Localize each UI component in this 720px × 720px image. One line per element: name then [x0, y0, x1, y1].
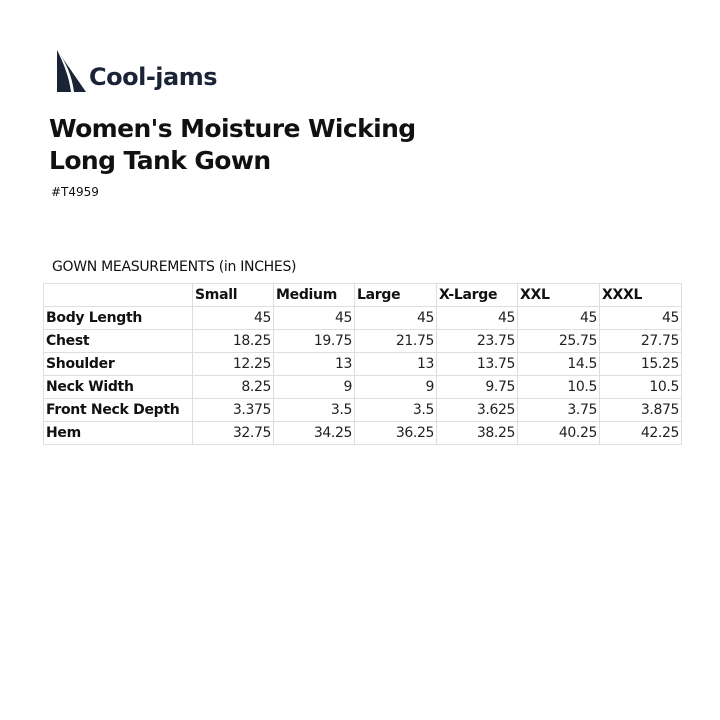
cell: 38.25	[437, 422, 518, 445]
cell: 34.25	[274, 422, 355, 445]
row-label: Hem	[44, 422, 193, 445]
cell: 15.25	[600, 353, 682, 376]
table-row	[44, 376, 682, 399]
sailboat-icon	[54, 48, 88, 94]
cell: 19.75	[274, 330, 355, 353]
cell: 45	[437, 307, 518, 330]
header-cell-small: Small	[193, 284, 274, 307]
cell: 13	[355, 353, 437, 376]
cell: 8.25	[193, 376, 274, 399]
table-row	[44, 399, 682, 422]
cell: 45	[274, 307, 355, 330]
cell: 18.25	[193, 330, 274, 353]
cell: 21.75	[355, 330, 437, 353]
cell: 23.75	[437, 330, 518, 353]
cell: 9	[274, 376, 355, 399]
table-row	[44, 307, 682, 330]
cell: 3.625	[437, 399, 518, 422]
brand-logo	[54, 48, 217, 94]
row-label: Neck Width	[44, 376, 193, 399]
cell: 9	[355, 376, 437, 399]
row-label: Body Length	[44, 307, 193, 330]
cell: 45	[518, 307, 600, 330]
cell: 10.5	[600, 376, 682, 399]
cell: 12.25	[193, 353, 274, 376]
table-header-row	[44, 284, 682, 307]
header-cell-blank	[44, 284, 193, 307]
table-row	[44, 353, 682, 376]
cell: 3.375	[193, 399, 274, 422]
product-sku: #T4959	[51, 185, 99, 199]
measurements-label: GOWN MEASUREMENTS (in INCHES)	[52, 259, 297, 275]
cell: 32.75	[193, 422, 274, 445]
cell: 13.75	[437, 353, 518, 376]
cell: 45	[193, 307, 274, 330]
product-title-line2: Long Tank Gown	[49, 146, 271, 175]
header-cell-xxxl: XXXL	[600, 284, 682, 307]
table-row	[44, 422, 682, 445]
product-title-line1: Women's Moisture Wicking	[49, 114, 416, 143]
cell: 25.75	[518, 330, 600, 353]
cell: 27.75	[600, 330, 682, 353]
header-cell-large: Large	[355, 284, 437, 307]
cell: 14.5	[518, 353, 600, 376]
cell: 45	[355, 307, 437, 330]
cell: 3.875	[600, 399, 682, 422]
row-label: Front Neck Depth	[44, 399, 193, 422]
header-cell-xxl: XXL	[518, 284, 600, 307]
brand-name: Cool-jams	[89, 63, 217, 91]
cell: 13	[274, 353, 355, 376]
cell: 9.75	[437, 376, 518, 399]
header-cell-x-large: X-Large	[437, 284, 518, 307]
cell: 3.75	[518, 399, 600, 422]
table-row	[44, 330, 682, 353]
cell: 40.25	[518, 422, 600, 445]
measurements-table	[43, 283, 682, 445]
cell: 3.5	[355, 399, 437, 422]
cell: 36.25	[355, 422, 437, 445]
product-title	[49, 113, 416, 177]
cell: 10.5	[518, 376, 600, 399]
cell: 42.25	[600, 422, 682, 445]
cell: 3.5	[274, 399, 355, 422]
row-label: Chest	[44, 330, 193, 353]
header-cell-medium: Medium	[274, 284, 355, 307]
row-label: Shoulder	[44, 353, 193, 376]
cell: 45	[600, 307, 682, 330]
